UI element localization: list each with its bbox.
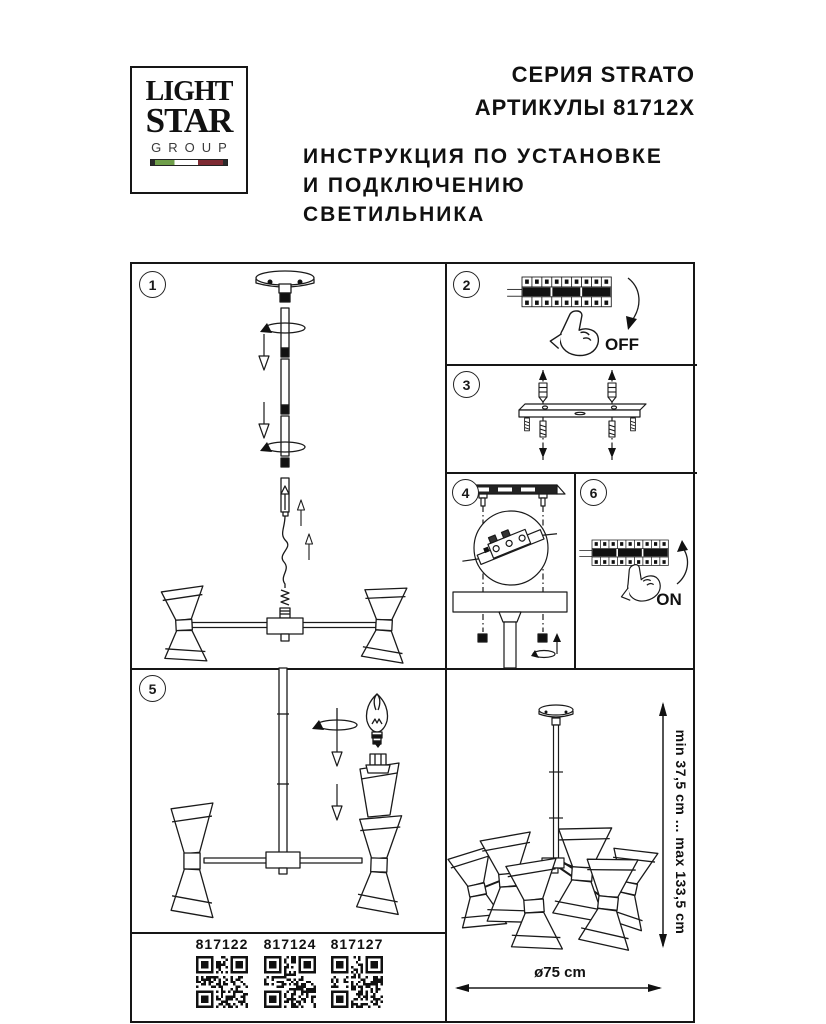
lightstar-logo xyxy=(130,66,248,194)
logo-word-light: LIGHT xyxy=(145,76,233,107)
title-line-2: И ПОДКЛЮЧЕНИЮ СВЕТИЛЬНИКА xyxy=(303,174,526,226)
step-5-badge: 5 xyxy=(139,675,166,702)
header-series-block xyxy=(475,58,695,124)
logo-word-star: STAR xyxy=(145,100,233,140)
title-line-1: ИНСТРУКЦИЯ ПО УСТАНОВКЕ xyxy=(303,145,663,168)
article-column xyxy=(325,936,389,1013)
article-column xyxy=(258,936,322,1013)
step-2-badge: 2 xyxy=(453,271,480,298)
step2-power-off-diagram xyxy=(445,264,697,364)
articles-line: АРТИКУЛЫ 81712X xyxy=(474,95,695,120)
step-4-badge: 4 xyxy=(452,479,479,506)
step3-bracket-diagram xyxy=(445,364,697,472)
article-number: 817124 xyxy=(263,936,317,952)
on-label: ON xyxy=(656,590,682,609)
step1-rod-assembly-diagram xyxy=(132,264,445,668)
qr-code xyxy=(196,956,248,1008)
series-line: СЕРИЯ STRATO xyxy=(511,62,695,87)
article-number: 817127 xyxy=(330,936,384,952)
step-1-badge: 1 xyxy=(139,271,166,298)
step-6-badge: 6 xyxy=(580,479,607,506)
logo-word-group: GROUP xyxy=(151,140,234,156)
step-3-badge: 3 xyxy=(453,371,480,398)
header-title-block xyxy=(303,142,703,229)
italian-flag-bar xyxy=(150,159,228,166)
article-column xyxy=(190,936,254,1013)
diameter-label: ø75 cm xyxy=(534,964,586,981)
step5-shade-install-diagram xyxy=(132,668,445,932)
diagram-grid xyxy=(130,262,695,1023)
height-range-label: min 37,5 cm ... max 133,5 cm xyxy=(673,729,689,935)
qr-code xyxy=(331,956,383,1008)
qr-code xyxy=(264,956,316,1008)
off-label: OFF xyxy=(605,335,639,354)
article-number: 817122 xyxy=(195,936,249,952)
article-qr-strip xyxy=(132,932,445,1024)
